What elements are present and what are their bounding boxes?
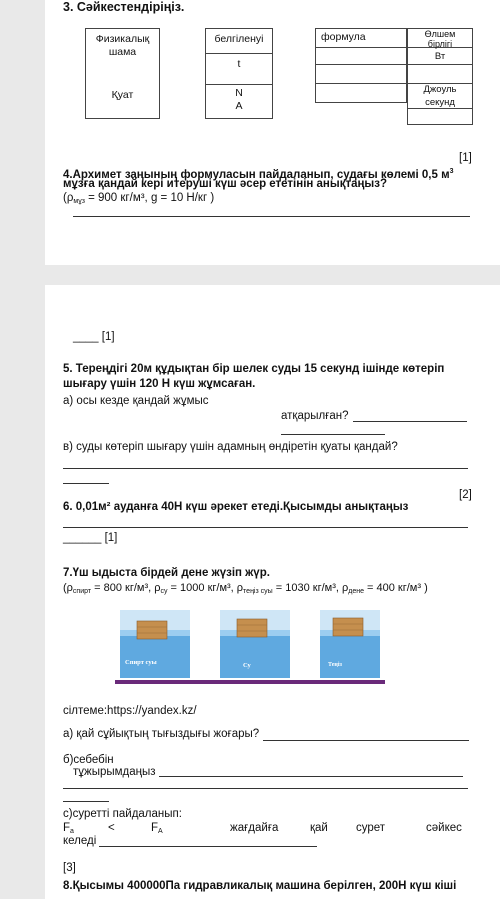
q7c-w2: қай	[310, 822, 328, 834]
vessel-label-water: Су	[243, 662, 251, 669]
col3-divider-2	[315, 64, 407, 65]
col2-value-n: N	[235, 87, 243, 99]
col2-header: белгіленуі	[214, 33, 264, 45]
q7-given-t2: = 1000 кг/м³, ρ	[167, 582, 244, 594]
col2-value-t: t	[237, 58, 241, 70]
q3-title: 3. Сәйкестендіріңіз.	[63, 0, 185, 14]
col1-value: Қуат	[111, 89, 134, 101]
col4-value-joule: Джоуль	[423, 84, 457, 95]
q4-line1-text: 4.Архимет заңының формуласын пайдаланып, судағы көлемі 0,5 м	[63, 169, 450, 181]
q5-mark: [2]	[459, 489, 472, 501]
q5a-line2: атқарылған?	[281, 410, 349, 422]
col4-divider-2	[407, 64, 473, 65]
q7-given-s3: теңіз суы	[243, 588, 273, 595]
q6-mark: ______ [1]	[63, 532, 118, 544]
col2-divider-2	[205, 84, 273, 85]
q7a-answer-line[interactable]	[263, 740, 469, 741]
q5b: в) суды көтеріп шығару үшін адамның өндіретін қуаты қандай?	[63, 441, 398, 453]
vessel-label-alcohol: Спирт суы	[125, 659, 157, 666]
q7c-line3: келеді	[63, 835, 97, 847]
worksheet-page-1	[45, 0, 500, 265]
q7c-f2-sub: A	[158, 828, 163, 835]
q7c-w3: сурет	[356, 822, 386, 834]
q5-line2: шығару үшін 120 Н күш жұмсаған.	[63, 378, 256, 390]
q8-line1: 8.Қысымы 400000Па гидравликалық машина берілген, 200Н күш кіші	[63, 880, 457, 892]
q7-given-s2: су	[160, 588, 168, 595]
col4-header-l1: Өлшем	[424, 29, 456, 39]
q5b-answer-line[interactable]	[63, 468, 468, 469]
q7b-line2: тұжырымдаңыз	[73, 766, 156, 778]
q7c-f2: F	[151, 822, 159, 834]
q7-given-s4: дене	[348, 588, 364, 595]
q7a: а) қай сұйықтың тығыздығы жоғары?	[63, 728, 260, 740]
q4-given-prefix: (ρ	[63, 192, 74, 204]
q7b-answer-line[interactable]	[159, 776, 463, 777]
floating-body-illustration	[115, 608, 385, 690]
q7-given-t3: = 1030 кг/м³, ρ	[272, 582, 349, 594]
q5b-answer-line-2[interactable]	[63, 483, 109, 484]
q4-given-sub: мұз	[73, 198, 85, 205]
q7c-less: <	[108, 822, 115, 834]
q7b-answer-line-2[interactable]	[63, 788, 468, 789]
q4-given	[63, 191, 214, 209]
q7c-line1: с)суретті пайдаланып:	[63, 808, 182, 820]
q4-line1-sup: 3	[449, 168, 454, 175]
q3-mark: [1]	[459, 152, 472, 164]
q4-answer-line[interactable]	[73, 216, 470, 217]
col4-divider-4	[407, 108, 473, 109]
q7c-answer-line[interactable]	[99, 846, 317, 847]
base-stand	[115, 680, 385, 684]
q5a-answer-line-2[interactable]	[281, 434, 385, 435]
q6-answer-line[interactable]	[63, 527, 468, 528]
vessel-label-sea: Теңіз	[328, 662, 342, 668]
q5a-line1: а) осы кезде қандай жұмыс	[63, 395, 209, 407]
q7c-f1: F	[63, 822, 71, 834]
col1-header-l1: Физикалық	[95, 33, 150, 45]
q7b-answer-line-3[interactable]	[63, 801, 109, 802]
col2-value-a: A	[235, 100, 243, 112]
q7c-fA	[151, 821, 163, 839]
vessel-alcohol	[120, 610, 190, 678]
q7c-w4: сәйкес	[426, 822, 462, 834]
vessel-water	[220, 610, 290, 678]
col3-header: формула	[321, 31, 366, 43]
q6-text: 6. 0,01м² ауданға 40Н күш әрекет етеді.Қысымды анықтаңыз	[63, 501, 409, 513]
q4-line2: мұзға қандай кері итеруші күш әсер ететінін анықтаңыз?	[63, 178, 387, 190]
q7-given	[63, 581, 428, 599]
col3-divider-1	[315, 47, 407, 48]
col4-value-second: секунд	[425, 97, 455, 108]
reference-link[interactable]: сілтеме:https://yandex.kz/	[63, 705, 197, 717]
q7-mark: [3]	[63, 862, 76, 874]
col3-divider-3	[315, 83, 407, 84]
q4-mark: ____ [1]	[73, 331, 115, 343]
q7-given-p1: (ρ	[63, 582, 73, 594]
worksheet-page-2	[45, 285, 500, 899]
q7c-w1: жағдайға	[230, 822, 279, 834]
q7b-line1: б)себебін	[63, 754, 114, 766]
q7-title: 7.Үш ыдыста бірдей дене жүзіп жүр.	[63, 567, 270, 579]
q7c-f1-sub: а	[70, 828, 74, 835]
q5-line1: 5. Тереңдігі 20м құдықтан бір шелек суды 15 секунд ішінде көтеріп	[63, 363, 445, 375]
col2-divider-1	[205, 53, 273, 54]
q7-given-t1: = 800 кг/м³, ρ	[91, 582, 161, 594]
q4-given-rest: = 900 кг/м³, g = 10 Н/кг )	[84, 192, 215, 204]
q7-given-t4: = 400 кг/м³ )	[363, 582, 428, 594]
col4-header-l2: бірлігі	[427, 39, 453, 49]
q7-given-s1: спирт	[72, 588, 92, 595]
col1-header-l2: шама	[108, 46, 137, 58]
col4-value-vt: Вт	[434, 51, 446, 62]
q5a-answer-line[interactable]	[353, 421, 467, 422]
